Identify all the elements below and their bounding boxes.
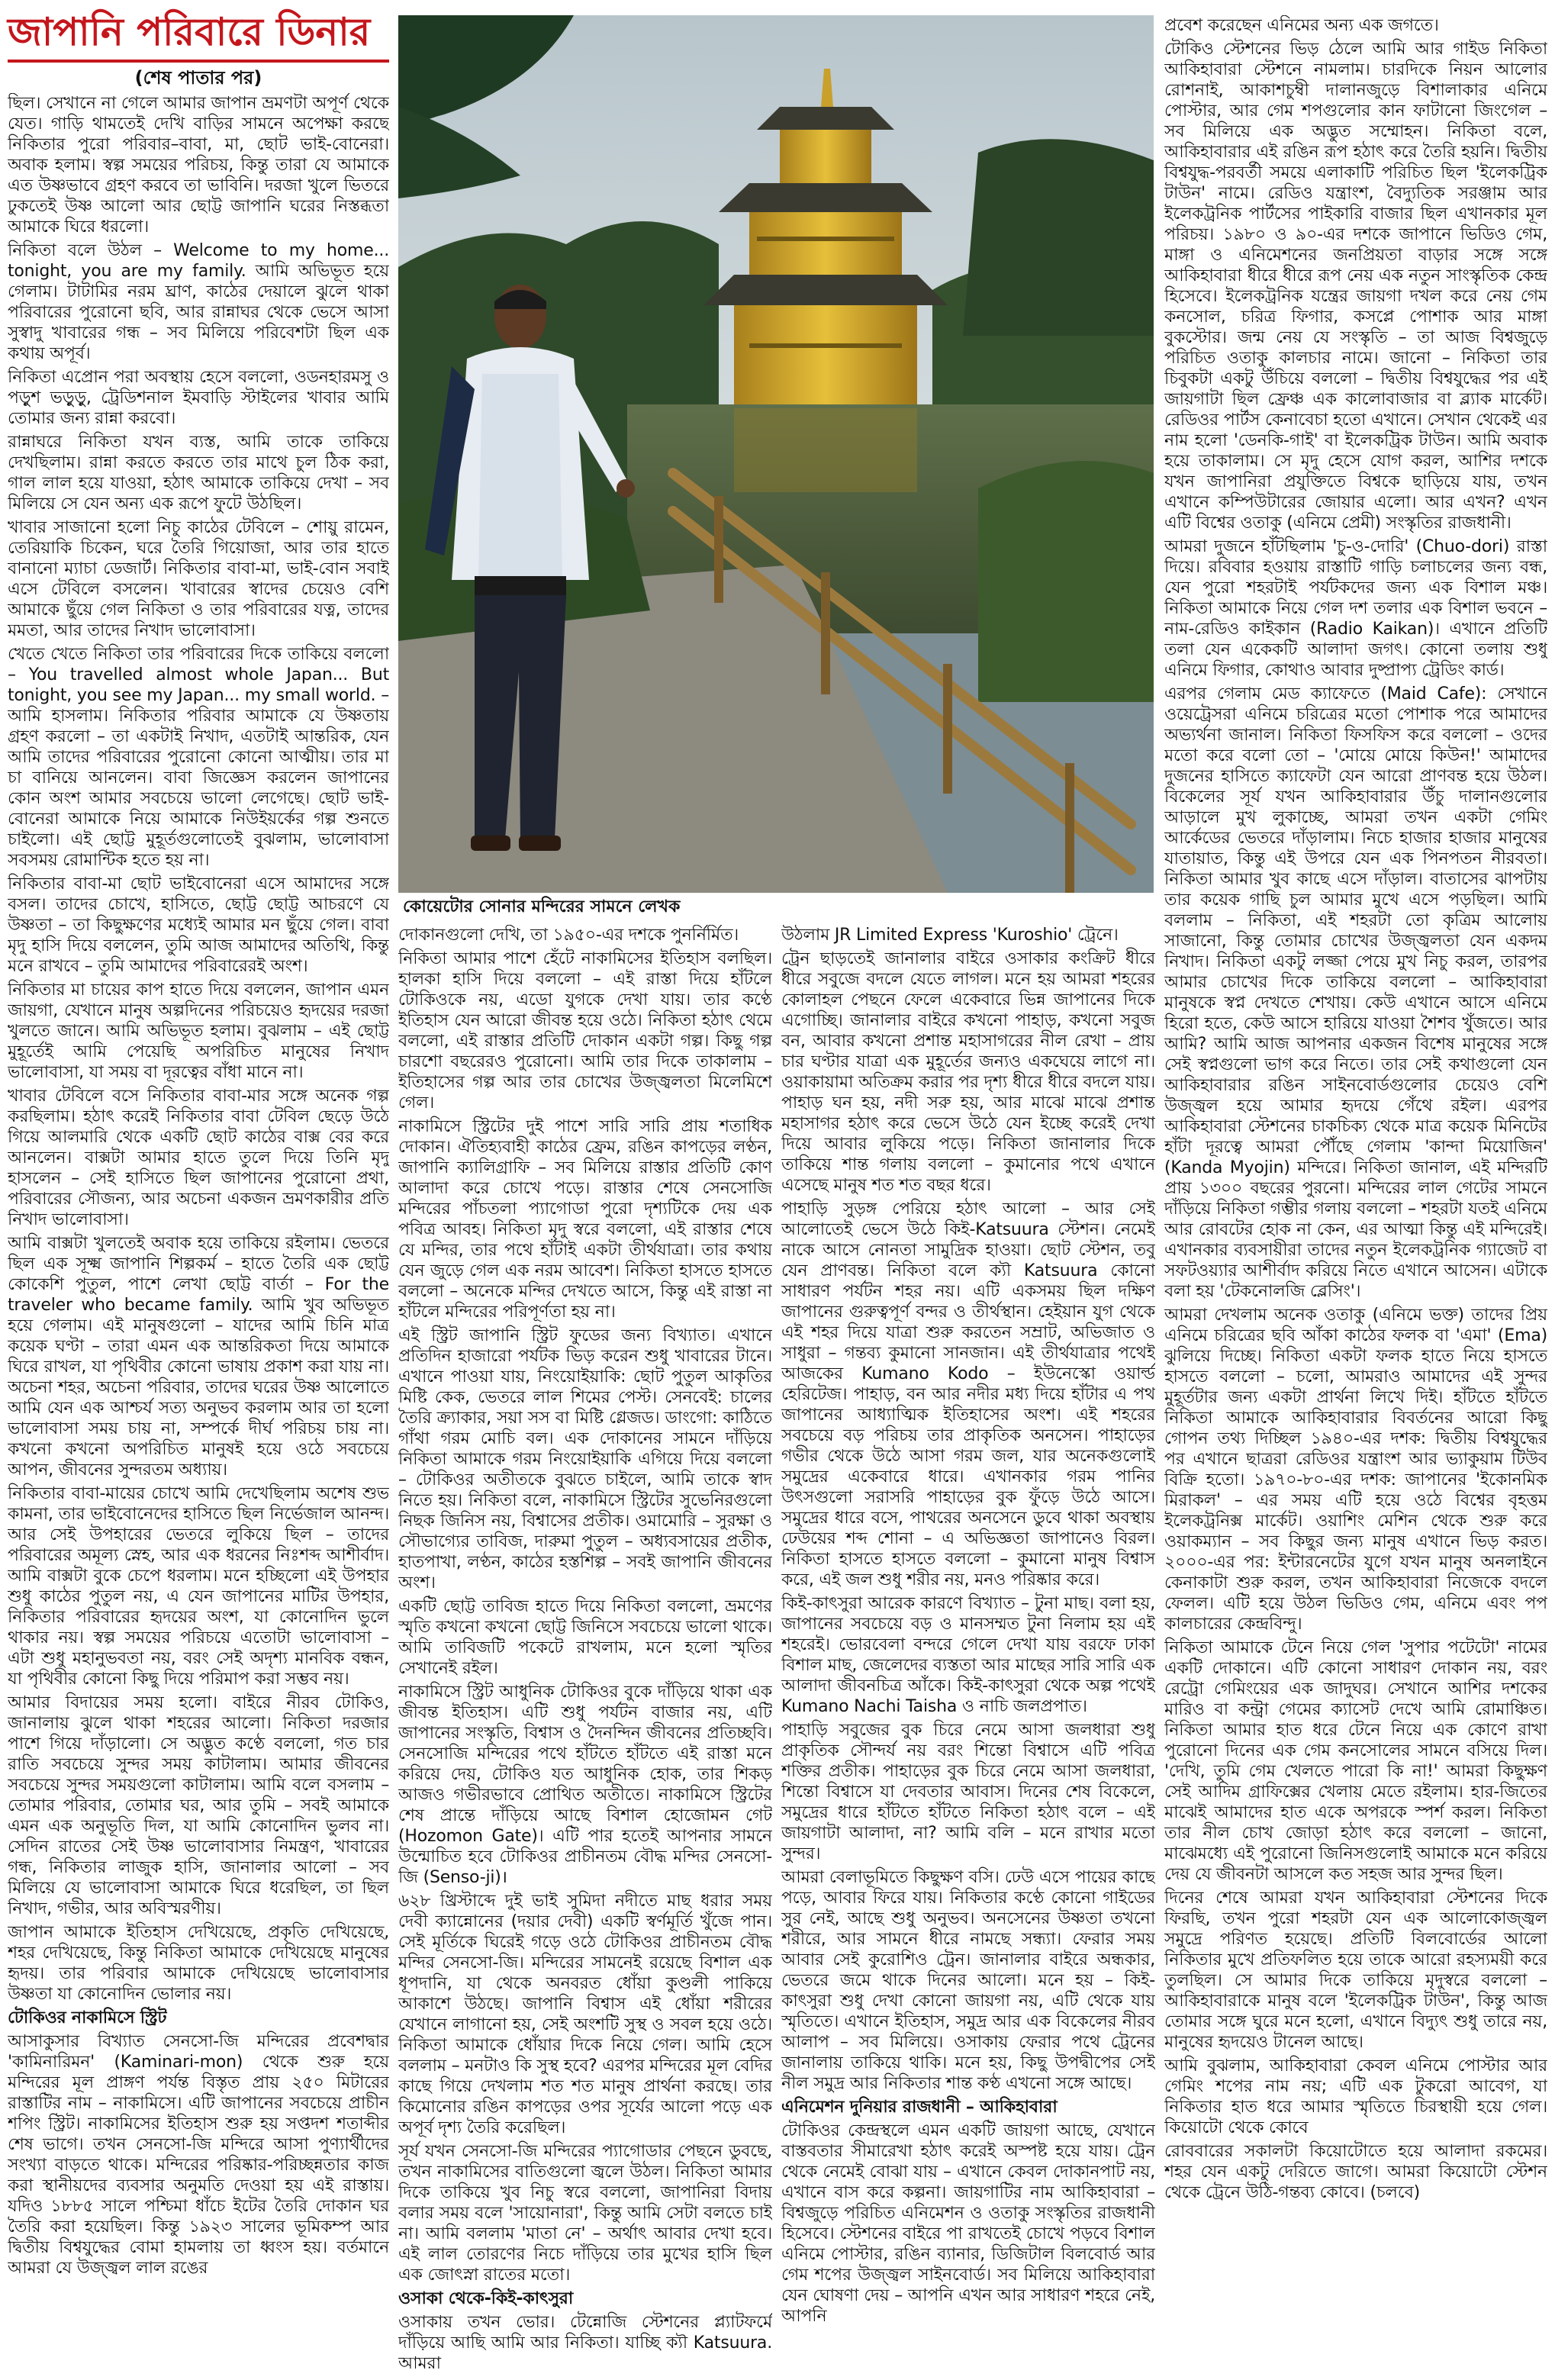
article-paragraph: এই স্ট্রিট জাপানি স্ট্রিট ফুডের জন্য বিখ্যাত। এখানে প্রতিদিন হাজারো পর্যটক ভিড় করেন শুধু খাবারের টানে। এখানে পাওয়া যায়, নিংয়োইয়াকি: ছোট পুতুল আকৃতির মিষ্টি কেক, ভেতরে লাল শিমের পেস্ট। সেনবেই: চালের তৈরি ক্র্যাকার, সয়া সস বা মিষ্টি গ্লেজড। ডাংগো: কাঠিতে গাঁথা গরম মোচি বল। এক দোকানের সামনে দাঁড়িয়ে নিকিতা আমাকে গরম নিংয়োইয়াকি এগিয়ে দিয়ে বললো – টোকিওর অতীতকে বুঝতে চাইলে, আমি তাকে স্বাদ নিতে হয়। নিকিতা বলে, নাকামিসে স্ট্রিটের সুভেনিরগুলো নিছক জিনিস নয়, বিশ্বাসের প্রতীক। ওমামোরি – সুরক্ষা ও সৌভাগ্যের তাবিজ, দারুমা পুতুল – অধ্যবসায়ের প্রতীক, হাতপাখা, লণ্ঠন, কাঠের হস্তশিল্প – সবই জাপানি জীবনের অংশ।: [398, 1326, 772, 1593]
article-paragraph: আমরা দেখলাম অনেক ওতাকু (এনিমে ভক্ত) তাদের প্রিয় এনিমে চরিত্রের ছবি আঁকা কাঠের ফলক বা 'এমা' (Ema) ঝুলিয়ে দিচ্ছে। নিকিতা একটা ফলক হাতে নিয়ে হাসতে হাসতে বললো – চলো, আমরাও আমাদের এই সুন্দর মুহূর্তটার জন্য একটা প্রার্থনা লিখে দিই। হাঁটতে হাঁটতে নিকিতা আমাকে আকিহাবারার বিবর্তনের আরো কিছু গোপন তথ্য দিচ্ছিল ১৯৪০-এর দশক: দ্বিতীয় বিশ্বযুদ্ধের পর এখানে ছাত্ররা রেডিওর যন্ত্রাংশ আর ভ্যাকুয়াম টিউব বিক্রি হতো। ১৯৭০-৮০-এর দশক: জাপানের 'ইকোনমিক মিরাকল' – এর সময় এটি হয়ে ওঠে বিশ্বের বৃহত্তম ইলেকট্রনিক্স মার্কেট। ওয়াশিং মেশিন থেকে শুরু করে ওয়াকম্যান – সব কিছুর জন্য মানুষ এখানে ভিড় করত। ২০০০-এর পর: ইন্টারনেটের যুগে যখন মানুষ অনলাইনে কেনাকাটা শুরু করল, তখন আকিহাবারা নিজেকে বদলে ফেলল। এটি হয়ে উঠল ভিডিও গেম, এনিমে এবং পপ কালচারের কেন্দ্রবিন্দু।: [1164, 1306, 1547, 1634]
section-heading: এনিমেশন দুনিয়ার রাজধানী – আকিহাবারা: [781, 2098, 1058, 2117]
article-column-3: [781, 925, 1155, 2375]
article-paragraph: ওসাকায় তখন ভোর। টেন্নোজি স্টেশনের প্ল্যাটফর্মে দাঁড়িয়ে আছি আমি আর নিকিতা। যাচ্ছি ক্যৗ Katsuura. আমরা: [398, 2313, 772, 2373]
article-paragraph: টোকিওর কেন্দ্রস্থলে এমন একটি জায়গা আছে, যেখানে বাস্তবতার সীমারেখা হঠাৎ করেই অস্পষ্ট হয়ে যায়। ট্রেন থেকে নেমেই বোঝা যায় – এখানে কেবল দোকানপাট নয়, এখানে বাস করে কল্পনা। জায়গাটির নাম আকিহাবারা – বিশ্বজুড়ে পরিচিত এনিমেশন ও ওতাকু সংস্কৃতির রাজধানী হিসেবে। স্টেশনের বাইরে পা রাখতেই চোখে পড়বে বিশাল এনিমে পোস্টার, রঙিন ব্যানার, ডিজিটাল বিলবোর্ড আর গেম শপের উজ্জ্বল সাইনবোর্ড। সব মিলিয়ে আকিহাবারা যেন ঘোষণা দেয় – আপনি এখন আর সাধারণ শহরে নেই, আপনি: [781, 2121, 1155, 2326]
article-paragraph: একটি ছোট্ট তাবিজ হাতে দিয়ে নিকিতা বললো, ভ্রমণের স্মৃতি কখনো কখনো ছোট্ট জিনিসে সবচেয়ে ভালো থাকে। আমি তাবিজটি পকেটে রাখলাম, মনে হলো স্মৃতির সেখানেই রইল।: [398, 1597, 772, 1678]
article-column-4: [1164, 15, 1547, 2375]
article-paragraph: টোকিও স্টেশনের ভিড় ঠেলে আমি আর গাইড নিকিতা আকিহাবারা স্টেশনে নামলাম। চারদিকে নিয়ন আলোর রোশনাই, আকাশচুম্বী দালানজুড়ে বিশালাকার এনিমে পোস্টার, আর গেম শপগুলোর কান ফাটানো জিংগেল – সব মিলিয়ে এক অদ্ভুত সম্মোহন। নিকিতা বলে, আকিহাবারার এই রঙিন রূপ হঠাৎ করে তৈরি হয়নি। দ্বিতীয় বিশ্বযুদ্ধ-পরবর্তী সময়ে এলাকাটি পরিচিত ছিল 'ইলেকট্রিক টাউন' নামে। রেডিও যন্ত্রাংশ, বৈদ্যুতিক সরঞ্জাম আর ইলেকট্রনিক পার্টসের পাইকারি বাজার ছিল এখানকার মূল পরিচয়। ১৯৮০ ও ৯০-এর দশকে জাপানে ভিডিও গেম, মাঙ্গা ও এনিমেশনের জনপ্রিয়তা বাড়ার সঙ্গে সঙ্গে আকিহাবারা ধীরে ধীরে রূপ নেয় এক নতুন সাংস্কৃতিক কেন্দ্র হিসেবে। ইলেকট্রনিক যন্ত্রের জায়গা দখল করে নেয় গেম কনসোল, চরিত্র ফিগার, কসপ্লে পোশাক আর মাঙ্গা বুকস্টোর। জন্ম নেয় যে সংস্কৃতি – তা আজ বিশ্বজুড়ে পরিচিত ওতাকু কালচার নামে। জানো – নিকিতা তার চিবুকটা একটু উঁচিয়ে বললো – দ্বিতীয় বিশ্বযুদ্ধের পর এই জায়গাটা ছিল ফ্রেঞ্চ এক কালোবাজার বা ব্ল্যাক মার্কেট। রেডিওর পার্টস কেনাবেচা হতো এখানে। সেখান থেকেই এর নাম হলো 'ডেনকি-গাই' বা ইলেকট্রিক টাউন। আমি অবাক হয়ে তাকালাম। সে মৃদু হেসে যোগ করল, আশির দশকে যখন জাপানিরা প্রযুক্তিতে বিশ্বকে ছাড়িয়ে যায়, তখন এখানে কম্পিউটারের জোয়ার এলো। আর এখন? এখন এটি বিশ্বের ওতাকু (এনিমে প্রেমী) সংস্কৃতির রাজধানী।: [1164, 40, 1547, 533]
author-photo-golden-pavilion: [398, 15, 1154, 893]
article-paragraph: নিকিতা বলে উঠল – Welcome to my home... tonight, you are my family. আমি অভিভূত হয়ে গেলাম। টাটামির নরম ঘ্রাণ, কাঠের দেয়ালে ঝুলে থাকা পরিবারের পুরোনো ছবি, আর রান্নাঘর থেকে ভেসে আসা সুস্বাদু খাবারের গন্ধ – সব মিলিয়ে পরিবেশটা ছিল এক কথায় অপূর্ব।: [8, 241, 389, 363]
article-paragraph: দোকানগুলো দেখি, তা ১৯৫০-এর দশকে পুনর্নির্মিত।: [398, 926, 739, 945]
article-paragraph: রোববারের সকালটা কিয়োটোতে হয়ে আলাদা রকমের। শহর যেন একটু দেরিতে জাগে। আমরা কিয়োটো স্টেশন থেকে ট্রেনে উঠি-গন্তব্য কোবে। (চলবে): [1164, 2142, 1547, 2202]
headline: জাপানি পরিবারে ডিনার: [8, 10, 371, 54]
article-paragraph: আসাকুসার বিখ্যাত সেনসো-জি মন্দিরের প্রবেশদ্বার 'কামিনারিমন' (Kaminari-mon) থেকে শুরু হয়ে মন্দিরের মূল প্রাঙ্গণ পর্যন্ত বিস্তৃত প্রায় ২৫০ মিটারের রাস্তাটির নাম – নাকামিসে। এটি জাপানের সবচেয়ে প্রাচীন শপিং স্ট্রিট। নাকামিসের ইতিহাস শুরু হয় সপ্তদশ শতাব্দীর শেষ ভাগে। তখন সেনসো-জি মন্দিরে আসা পুণ্যার্থীদের সংখ্যা বাড়তে থাকে। মন্দিরের পরিষ্কার-পরিচ্ছন্নতার কাজ করা স্থানীয়দের ব্যবসার অনুমতি দেওয়া হয় এই রাস্তায়। যদিও ১৮৮৫ সালে পশ্চিমা ধাঁচে ইটের তৈরি দোকান ঘর তৈরি করা হয়েছিল। কিন্তু ১৯২৩ সালের ভূমিকম্প আর দ্বিতীয় বিশ্বযুদ্ধের বোমা হামলায় তা ধ্বংস হয়। বর্তমানে আমরা যে উজ্জ্বল লাল রঙের: [8, 2032, 389, 2278]
headline-rule: [8, 60, 389, 63]
article-column-2: [398, 925, 772, 2375]
article-paragraph: নিকিতার মা চায়ের কাপ হাতে দিয়ে বললেন, জাপান এমন জায়গা, যেখানে মানুষ অল্পদিনের পরিচয়েও হৃদয়ের দরজা খুলতে জানে। আমি অভিভূত হলাম। বুঝলাম – এই ছোট্ট মুহূর্তেই আমি পেয়েছি অপরিচিত মানুষের নিখাদ ভালোবাসা, যা সময় বা দূরত্বের বাঁধা মানে না।: [8, 981, 389, 1082]
article-paragraph: খাবার টেবিলে বসে নিকিতার বাবা-মার সঙ্গে অনেক গল্প করছিলাম। হঠাৎ করেই নিকিতার বাবা টেবিল ছেড়ে উঠে গিয়ে আলমারি থেকে একটি ছোট কাঠের বাক্স বের করে আনলেন। বাক্সটা আমার হাতে তুলে দিয়ে তিনি মৃদু হাসলেন – সেই হাসিতে ছিল জাপানের পুরোনো প্রথা, পরিবারের সৌজন্য, আর অচেনা একজন ভ্রমণকারীর প্রতি নিখাদ ভালোবাসা।: [8, 1087, 389, 1229]
article-paragraph: সূর্য যখন সেনসো-জি মন্দিরের প্যাগোডার পেছনে ডুবছে, তখন নাকামিসের বাতিগুলো জ্বলে উঠল। নিকিতা আমার দিকে তাকিয়ে খুব নিচু স্বরে বললো, জাপানিরা বিদায় বলার সময় বলে 'সায়োনারা', কিন্তু আমি সেটা বলতে চাই না। আমি বললাম 'মাতা নে' – অর্থাৎ আবার দেখা হবে। এই লাল তোরণের নিচে দাঁড়িয়ে তার মুখের হাসি ছিল এক জোৎস্না রাতের মতো।: [398, 2142, 772, 2285]
article-column-1: [8, 93, 389, 2375]
article-paragraph: আমরা দুজনে হাঁটছিলাম 'চু-ও-দোরি' (Chuo-dori) রাস্তা দিয়ে। রবিবার হওয়ায় রাস্তাটি গাড়ি চলাচলের জন্য বন্ধ, যেন পুরো শহরটাই পর্যটকদের জন্য এক বিশাল মঞ্চ। নিকিতা আমাকে নিয়ে গেল দশ তলার এক বিশাল ভবনে – নাম-রেডিও কাইকান (Radio Kaikan)। এখানে প্রতিটি তলা যেন একেকটি আলাদা জগৎ। কোনো তলায় শুধু এনিমে ফিগার, কোথাও আবার দুষ্প্রাপ্য ট্রেডিং কার্ড।: [1164, 537, 1547, 680]
article-paragraph: ৬২৮ খ্রিস্টাব্দে দুই ভাই সুমিদা নদীতে মাছ ধরার সময় দেবী ক্যান্নোনের (দয়ার দেবী) একটি স্বর্ণমূর্তি খুঁজে পান। সেই মূর্তিকে ঘিরেই গড়ে ওঠে টোকিওর প্রাচীনতম বৌদ্ধ মন্দির সেনসো-জি। মন্দিরের সামনেই রয়েছে বিশাল এক ধূপদানি, যা থেকে অনবরত ধোঁয়া কুণ্ডলী পাকিয়ে আকাশে উঠছে। জাপানি বিশ্বাস এই ধোঁয়া শরীরের যেখানে লাগানো হয়, সেই অংশটি সুস্থ ও সবল হয়ে ওঠে। নিকিতা আমাকে ধোঁয়ার দিকে নিয়ে গেল। আমি হেসে বললাম – মনটাও কি সুস্থ হবে? এরপর মন্দিরের মূল বেদির কাছে গিয়ে দেখলাম শত শত মানুষ প্রার্থনা করছে। তার কিমোনোর রঙিন কাপড়ের ওপর সূর্যের আলো পড়ে এক অপূর্ব দৃশ্য তৈরি করেছিল।: [398, 1892, 772, 2137]
article-paragraph: এরপর গেলাম মেড ক্যাফেতে (Maid Cafe): সেখানে ওয়েট্রেসরা এনিমে চরিত্রের মতো পোশাক পরে আমাদের অভ্যর্থনা জানাল। নিকিতা ফিসফিস করে বললো – ওদের মতো করে বলো তো – 'মোয়ে মোয়ে কিউন!' আমাদের দুজনের হাসিতে ক্যাফেটা যেন আরো প্রাণবন্ত হয়ে উঠল। বিকেলের সূর্য যখন আকিহাবারার উঁচু দালানগুলোর আড়ালে মুখ লুকাচ্ছে, আমরা তখন একটা গেমিং আর্কেডের ভেতরে দাঁড়ালাম। নিচে হাজার হাজার মানুষের যাতায়াত, কিন্তু এই উপরে যেন এক পিনপতন নীরবতা। নিকিতা আমার খুব কাছে এসে দাঁড়াল। বাতাসের ঝাপটায় তার কয়েক গাছি চুল আমার মুখে এসে পড়ছিল। আমি বললাম – নিকিতা, এই শহরটা তো কৃত্রিম আলোয় সাজানো, কিন্তু তোমার চোখের উজ্জ্বলতা যেন একদম নিখাদ। নিকিতা একটু লজ্জা পেয়ে মুখ নিচু করল, তারপর আমার চোখের দিকে তাকিয়ে বললো – আকিহাবারা মানুষকে স্বপ্ন দেখতে শেখায়। কেউ এখানে আসে এনিমে হিরো হতে, কেউ আসে হারিয়ে যাওয়া শৈশব খুঁজতে। আর আমি? আমি আজ আপনার একজন বিশেষ মানুষের সঙ্গে সেই স্বপ্নগুলো ভাগ করে নিতে। তার সেই কথাগুলো যেন আকিহাবারার রঙিন সাইনবোর্ডগুলোর চেয়েও বেশি উজ্জ্বল হয়ে আমার হৃদয়ে গেঁথে রইল। এরপর আকিহাবারা স্টেশনের চাকচিক্য থেকে মাত্র কয়েক মিনিটের হাঁটা দূরত্বে আমরা পৌঁছে গেলাম 'কান্দা মিয়োজিন' (Kanda Myojin) মন্দিরে। নিকিতা জানাল, এই মন্দিরটি প্রায় ১৩০০ বছরের পুরনো। মন্দিরের লাল গেটের সামনে দাঁড়িয়ে নিকিতা গম্ভীর গলায় বললো – শহরটা যতই এনিমে আর রোবটের হোক না কেন, এর আত্মা কিন্তু এই মন্দিরেই। এখানকার ব্যবসায়ীরা তাদের নতুন ইলেকট্রনিক গ্যাজেট বা সফটওয়্যার আশীর্বাদ করিয়ে নিতে এখানে আসেন। এটাকে বলা হয় 'টেকনোলজি ব্লেসিং'।: [1164, 684, 1547, 1301]
article-paragraph: আমি বাক্সটা খুলতেই অবাক হয়ে তাকিয়ে রইলাম। ভেতরে ছিল এক সূক্ষ্ম জাপানি শিল্পকর্ম – হাতে তৈরি এক ছোট্ট কোকেশি পুতুল, পাশে লেখা ছোট্ট বার্তা – For the traveler who became family. আমি খুব অভিভূত হয়ে গেলাম। এই মানুষগুলো – যাদের আমি চিনি মাত্র কয়েক ঘণ্টা – তারা এমন এক আন্তরিকতা দিয়ে আমাকে ঘিরে রাখল, যা পৃথিবীর কোনো ভাষায় প্রকাশ করা যায় না। অচেনা শহর, অচেনা পরিবার, তাদের ঘরের উষ্ণ আলোতে আমি যেন এক আশ্চর্য সত্য অনুভব করলাম আর তা হলো ভালোবাসা সময় চায় না, সম্পর্কে দীর্ঘ পরিচয় চায় না। কখনো কখনো অপরিচিত মানুষই হয়ে ওঠে সবচেয়ে আপন, জীবনের সুন্দরতম অধ্যায়।: [8, 1234, 389, 1480]
article-paragraph: পাহাড়ি সুড়ঙ্গ পেরিয়ে হঠাৎ আলো – আর সেই আলোতেই ভেসে উঠে কিই-Katsuura স্টেশন। নেমেই নাকে আসে নোনতা সামুদ্রিক হাওয়া। ছোট স্টেশন, তবু যেন প্রাণবন্ত। নিকিতা বলে ক্যৗ Katsuura কোনো সাধারণ পর্যটন শহর নয়। এটি একসময় ছিল দক্ষিণ জাপানের গুরুত্বপূর্ণ বন্দর ও তীর্থস্থান। হেইয়ান যুগ থেকে এই শহর দিয়ে যাত্রা শুরু করতেন সম্রাট, অভিজাত ও সাধুরা – গন্তব্য কুমানো সানজান। এই তীর্থযাত্রার পথেই আজকের Kumano Kodo – ইউনেস্কো ওয়ার্ল্ড হেরিটেজ। পাহাড়, বন আর নদীর মধ্য দিয়ে হাঁটার এ পথ জাপানের আধ্যাত্মিক ইতিহাসের অংশ। এই শহরের সবচেয়ে বড় পরিচয় তার প্রাকৃতিক অনসেন। পাহাড়ের গভীর থেকে উঠে আসা গরম জল, যার অনেকগুলোই সমুদ্রের একেবারে ধারে। এখানকার গরম পানির উৎসগুলো সরাসরি পাহাড়ের বুক ফুঁড়ে উঠে আসে। সমুদ্রের ধারে বসে, পাথরের অনসেনে ডুবে থাকা অবস্থায় ঢেউয়ের শব্দ শোনা – এ অভিজ্ঞতা জাপানেও বিরল। নিকিতা হাসতে হাসতে বললো – কুমানো মানুষ বিশ্বাস করে, এই জল শুধু শরীর নয়, মনও পরিষ্কার করে।: [781, 1200, 1155, 1589]
article-paragraph: ট্রেন ছাড়তেই জানালার বাইরে ওসাকার কংক্রিট ধীরে ধীরে সবুজে বদলে যেতে লাগল। মনে হয় আমরা শহরের কোলাহল পেছনে ফেলে একেবারে ভিন্ন জাপানের দিকে এগোচ্ছি। জানালার বাইরে কখনো পাহাড়, কখনো সবুজ বন, আবার কখনো প্রশান্ত মহাসাগরের নীল রেখা – প্রায় চার ঘণ্টার যাত্রা এক মুহূর্তের জন্যও একঘেয়ে লাগে না। ওয়াকায়ামা অতিক্রম করার পর দৃশ্য ধীরে ধীরে বদলে যায়। পাহাড় ঘন হয়, নদী সরু হয়, আর মাঝে মাঝে প্রশান্ত মহাসাগর হঠাৎ করে ভেসে উঠে যেন ইচ্ছে করেই দেখা দিয়ে আবার লুকিয়ে পড়ে। নিকিতা জানালার দিকে তাকিয়ে শান্ত গলায় বললো – কুমানোর পথে এখানে এসেছে মানুষ শত শত বছর ধরে।: [781, 949, 1155, 1195]
article-paragraph: ছিল। সেখানে না গেলে আমার জাপান ভ্রমণটা অপূর্ণ থেকে যেত। গাড়ি থামতেই দেখি বাড়ির সামনে অপেক্ষা করছে নিকিতার পুরো পরিবার–বাবা, মা, ছোট ভাই-বোনেরা। অবাক হলাম। স্বল্প সময়ের পরিচয়, কিন্তু তারা যে আমাকে এত উষ্ণভাবে গ্রহণ করবে তা ভাবিনি। দরজা খুলে ভিতরে ঢুকতেই উষ্ণ আলো আর ছোট্ট জাপানি ঘরের নিস্তব্ধতা আমাকে ঘিরে ধরলো।: [8, 94, 389, 237]
article-paragraph: আমার বিদায়ের সময় হলো। বাইরে নীরব টোকিও, জানালায় ঝুলে থাকা শহরের আলো। নিকিতা দরজার পাশে গিয়ে দাঁড়ালো। সে অদ্ভুত কণ্ঠে বললো, গত চার রাতি সবচেয়ে সুন্দর সময় কাটালাম। আমার জীবনের সবচেয়ে সুন্দর সময়গুলো কাটালাম। আমি বলে বসলাম – তোমার পরিবার, তোমার ঘর, আর তুমি – সবই আমাকে এমন এক অনুভূতি দিল, যা আমি কোনোদিন ভুলব না। সেদিন রাতের সেই উষ্ণ ভালোবাসার নিমন্ত্রণ, খাবারের গন্ধ, নিকিতার লাজুক হাসি, জানালার আলো – সব মিলিয়ে যে ভালোবাসা আমাকে ঘিরে ধরেছিল, তা ছিল নিখাদ, গভীর, আর অবিস্মরণীয়।: [8, 1693, 389, 1918]
article-paragraph: আমি বুঝলাম, আকিহাবারা কেবল এনিমে পোস্টার আর গেমিং শপের নাম নয়; এটি এক টুকরো আবেগ, যা নিকিতার হাত ধরে আমার স্মৃতিতে চিরস্থায়ী হয়ে গেল। কিয়োটো থেকে কোবে: [1164, 2056, 1547, 2137]
article-paragraph: প্রবেশ করেছেন এনিমের অন্য এক জগতে।: [1164, 16, 1439, 35]
article-paragraph: খাবার সাজানো হলো নিচু কাঠের টেবিলে – শোয়ু রামেন, তেরিয়াকি চিকেন, ঘরে তৈরি গিয়োজা, আর তার হাতে বানানো ম্যাচা ডেজার্ট। নিকিতার বাবা-মা, ভাই-বোন সবাই এসে টেবিলে বসলেন। খাবারের স্বাদের চেয়েও বেশি আমাকে ছুঁয়ে গেল নিকিতা ও তার পরিবারের যত্ন, তাদের মমতা, আর তাদের নিখাদ ভালোবাসা।: [8, 518, 389, 640]
article-paragraph: নিকিতা এপ্রোন পরা অবস্থায় হেসে বললো, ওডনহারমসু ও পড়ুশ ভড়ুড়ু, ট্রেডিশনাল ইমবাড়ি স্টাইলের খাবার আমি তোমার জন্য রান্না করবো।: [8, 368, 389, 428]
continued-note: (শেষ পাতার পর): [134, 67, 262, 89]
article-paragraph: কিই-কাৎসুরা আরেক কারণে বিখ্যাত – টুনা মাছ। বলা হয়, জাপানের সবচেয়ে বড় ও মানসম্মত টুনা নিলাম হয় এই শহরেই। ভোরবেলা বন্দরে গেলে দেখা যায় বরফে ঢাকা বিশাল মাছ, জেলেদের ব্যস্ততা আর মাছের সারি সারি এক আলাদা জীবনচিত্র আঁকে। কিই-কাৎসুরা থেকে অল্প পথেই Kumano Nachi Taisha ও নাচি জলপ্রপাত।: [781, 1594, 1155, 1716]
section-heading: ওসাকা থেকে-কিই-কাৎসুরা: [398, 2289, 574, 2308]
article-paragraph: জাপান আমাকে ইতিহাস দেখিয়েছে, প্রকৃতি দেখিয়েছে, শহর দেখিয়েছে, কিন্তু নিকিতা আমাকে দেখিয়েছে মানুষের হৃদয়। তার পরিবার আমাকে দেখিয়েছে ভালোবাসার উষ্ণতা যা কোনোদিন ভোলার নয়।: [8, 1923, 389, 2004]
article-paragraph: নাকামিসে স্ট্রিটের দুই পাশে সারি সারি প্রায় শতাধিক দোকান। ঐতিহ্যবাহী কাঠের ফ্রেম, রঙিন কাপড়ের লণ্ঠন, জাপানি ক্যালিগ্রাফি – সব মিলিয়ে রাস্তার প্রতিটি কোণ আলাদা করে চোখে পড়ে। রাস্তার শেষে সেনসোজি মন্দিরের পাঁচতলা প্যাগোডা পুরো দৃশ্যটিকে দেয় এক পবিত্র আবহ। নিকিতা মৃদু স্বরে বললো, এই রাস্তার শেষে যে মন্দির, তার পথে হাঁটাই একটা তীর্থযাত্রা। তার কথায় যেন জুড়ে গেল এক নরম আবেশ। নিকিতা হাসতে হাসতে বললো – অনেকে মন্দির দেখতে আসে, কিন্তু এই রাস্তা না হাঁটলে মন্দিরের পরিপূর্ণতা হয় না।: [398, 1117, 772, 1322]
article-paragraph: রান্নাঘরে নিকিতা যখন ব্যস্ত, আমি তাকে তাকিয়ে দেখছিলাম। রান্না করতে করতে তার মাথে চুল ঠিক করা, গাল লাল হয়ে যাওয়া, হঠাৎ আমাকে তাকিয়ে দেখা – সব মিলিয়ে সে যেন অন্য এক রূপে ফুটে উঠছিল।: [8, 433, 389, 514]
photo-caption: কোয়েটোর সোনার মন্দিরের সামনে লেখক: [398, 894, 1154, 920]
article-paragraph: দিনের শেষে আমরা যখন আকিহাবারা স্টেশনের দিকে ফিরছি, তখন পুরো শহরটা যেন এক আলোকোজ্জ্বল সমুদ্রে পরিণত হয়েছে। প্রতিটি বিলবোর্ডের আলো নিকিতার মুখে প্রতিফলিত হয়ে তাকে আরো রহস্যময়ী করে তুলছিল। সে আমার দিকে তাকিয়ে মৃদুস্বরে বললো – আকিহাবারাকে মানুষ বলে 'ইলেকট্রিক টাউন', কিন্তু আজ তোমার সঙ্গে ঘুরে মনে হলো, এখানে বিদ্যুৎ শুধু তারে নয়, মানুষের হৃদয়েও টানেল আছে।: [1164, 1889, 1547, 2052]
article-paragraph: নাকামিসে স্ট্রিট আধুনিক টোকিওর বুকে দাঁড়িয়ে থাকা এক জীবন্ত ইতিহাস। এটি শুধু পর্যটন বাজার নয়, এটি জাপানের সংস্কৃতি, বিশ্বাস ও দৈনন্দিন জীবনের প্রতিচ্ছবি। সেনসোজি মন্দিরের পথে হাঁটতে হাঁটতে এই রাস্তা মনে করিয়ে দেয়, টোকিও যত আধুনিক হোক, তার শিকড় আজও গভীরভাবে প্রোথিত অতীতে। নাকামিসে স্ট্রিটের শেষ প্রান্তে দাঁড়িয়ে আছে বিশাল হোজোমন গেট (Hozomon Gate)। এটি পার হতেই আপনার সামনে উন্মোচিত হবে টোকিওর প্রাচীনতম বৌদ্ধ মন্দির সেনসো-জি (Senso-ji)।: [398, 1683, 772, 1887]
article-paragraph: নিকিতার বাবা-মা ছোট ভাইবোনেরা এসে আমাদের সঙ্গে বসল। তাদের চোখে, হাসিতে, ছোট্ট ছোট্ট আচরণে যে উষ্ণতা – তা কিছুক্ষণের মধ্যেই আমার মন ছুঁয়ে গেল। বাবা মৃদু হাসি দিয়ে বললেন, তুমি আজ আমাদের অতিথি, কিন্তু মনে রাখবে – তুমি আমাদের পরিবারেরই অংশ।: [8, 874, 389, 976]
article-paragraph: উঠলাম JR Limited Express 'Kuroshio' ট্রেনে।: [781, 926, 1119, 945]
article-paragraph: নিকিতা আমার পাশে হেঁটে নাকামিসের ইতিহাস বলছিল। হালকা হাসি দিয়ে বললো – এই রাস্তা দিয়ে হাঁটলে টোকিওকে নয়, এডো যুগকে দেখা যায়। তার কণ্ঠে ইতিহাস যেন আরো জীবন্ত হয়ে ওঠে। নিকিতা হঠাৎ থেমে বললো, এই রাস্তার প্রতিটি দোকান একটা গল্প। কিছু গল্প চারশো বছরেরও পুরোনো। আমি তার দিকে তাকালাম – ইতিহাসের গল্প আর তার চোখের উজ্জ্বলতা মিলেমিশে গেল।: [398, 949, 772, 1113]
article-paragraph: খেতে খেতে নিকিতা তার পরিবারের দিকে তাকিয়ে বললো – You travelled almost whole Japan... But tonight, you see my Japan... my small world. – আমি হাসলাম। নিকিতার পরিবার আমাকে যে উষ্ণতায় গ্রহণ করলো – তা একটাই নিখাদ, এতটাই আন্তরিক, যেন আমি তাদের পরিবারের পুরোনো কোনো আত্মীয়। তার মা চা বানিয়ে আনলেন। বাবা জিজ্ঞেস করলেন জাপানের কোন অংশ আমার সবচেয়ে ভালো লেগেছে। ছোট ভাই-বোনেরা আমাকে নিয়ে আমাকে নিউইয়র্কের গল্প শুনতে চাইলো। এই ছোট্ট মুহূর্তগুলোতেই বুঝলাম, ভালোবাসা সবসময় রোমান্টিক হতে হয় না।: [8, 645, 389, 870]
section-heading: টোকিওর নাকামিসে স্ট্রিট: [8, 2008, 167, 2027]
article-paragraph: নিকিতার বাবা-মায়ের চোখে আমি দেখেছিলাম অশেষ শুভ কামনা, তার ভাইবোনেদের হাসিতে ছিল নির্ভেজাল আনন্দ। আর সেই উপহারের ভেতরে লুকিয়ে ছিল – তাদের পরিবারের অমূল্য স্নেহ, আর এক ধরনের নিঃশব্দ আশীর্বাদ। আমি বাক্সটা বুকে চেপে ধরলাম। মনে হচ্ছিলো এই উপহার শুধু কাঠের পুতুল নয়, এ যেন জাপানের মাটির উপহার, নিকিতার পরিবারের হৃদয়ের অংশ, যা কোনোদিন ভুলে থাকার নয়। স্বল্প সময়ের পরিচয়ে এতোটা ভালোবাসা – এটা শুধু মহানুভবতা নয়, বরং সেই অদৃশ্য মানবিক বন্ধন, যা পৃথিবীর কোনো কিছু দিয়ে পরিমাপ করা সম্ভব নয়।: [8, 1484, 389, 1689]
article-paragraph: পাহাড়ি সবুজের বুক চিরে নেমে আসা জলধারা শুধু প্রাকৃতিক সৌন্দর্য নয় বরং শিন্তো বিশ্বাসে এটি পবিত্র শক্তির প্রতীক। পাহাড়ের বুক চিরে নেমে আসা জলধারা, শিন্তো বিশ্বাসে যা দেবতার আবাস। দিনের শেষ বিকেলে, সমুদ্রের ধারে হাঁটতে হাঁটতে নিকিতা হঠাৎ বলে – এই জায়গাটা আলাদা, না? আমি বলি – মনে রাখার মতো সুন্দর।: [781, 1721, 1155, 1863]
article-paragraph: আমরা বেলাভূমিতে কিছুক্ষণ বসি। ঢেউ এসে পায়ের কাছে পড়ে, আবার ফিরে যায়। নিকিতার কণ্ঠে কোনো গাইডের সুর নেই, আছে শুধু অনুভব। অনসেনের উষ্ণতা তখনো শরীরে, আর সামনে ধীরে নামছে সন্ধ্যা। ফেরার সময় আবার সেই কুরোশিও ট্রেন। জানালার বাইরে অন্ধকার, ভেতরে জমে থাকে দিনের আলো। মনে হয় – কিই-কাৎসুরা শুধু দেখা কোনো জায়গা নয়, এটি থেকে যায় স্মৃতিতে। এখানে ইতিহাস, সমুদ্র আর এক বিকেলের নীরব আলাপ – সব মিলিয়ে। ওসাকায় ফেরার পথে ট্রেনের জানালায় তাকিয়ে থাকি। মনে হয়, কিছু উপদ্বীপের সেই নীল সমুদ্র আর নিকিতার শান্ত কণ্ঠ এখনো সঙ্গে আছে।: [781, 1868, 1155, 2093]
article-paragraph: নিকিতা আমাকে টেনে নিয়ে গেল 'সুপার পটেটো' নামের একটি দোকানে। এটি কোনো সাধারণ দোকান নয়, বরং রেট্রো গেমিংয়ের এক জাদুঘর। সেখানে আশির দশকের মারিও বা কন্ট্রা গেমের ক্যাসেট দেখে আমি রোমাঞ্চিত। নিকিতা আমার হাত ধরে টেনে নিয়ে এক কোণে রাখা পুরোনো দিনের এক গেম কনসোলের সামনে বসিয়ে দিল। 'দেখি, তুমি গেম খেলতে পারো কি না!' আমরা কিছুক্ষণ সেই আদিম গ্রাফিক্সের খেলায় মেতে রইলাম। হার-জিতের মাঝেই আমাদের হাত একে অপরকে স্পর্শ করল। নিকিতা তার নীল চোখ জোড়া হঠাৎ করে বললো – জানো, মাঝেমধ্যে এই পুরোনো জিনিসগুলোই আমাকে মনে করিয়ে দেয় যে জীবনটা আসলে কত সহজ আর সুন্দর ছিল।: [1164, 1638, 1547, 1884]
